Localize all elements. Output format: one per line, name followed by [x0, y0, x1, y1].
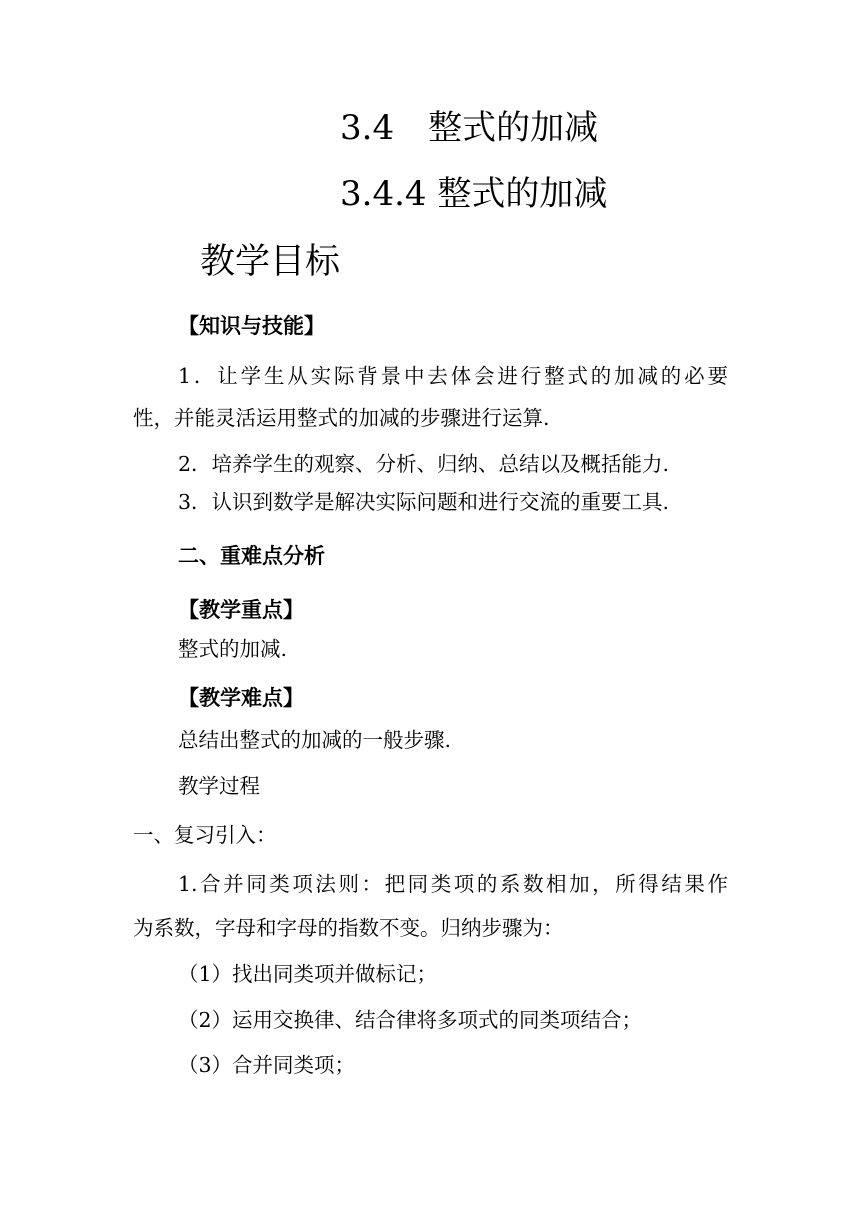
- section-title: 3.4 整式的加减: [340, 108, 599, 148]
- review-step-1: （1）找出同类项并做标记；: [178, 962, 438, 986]
- knowledge-item-1-line-1: 1．让学生从实际背景中去体会进行整式的加减的必要: [178, 364, 728, 388]
- goals-heading: 教学目标: [200, 242, 341, 282]
- knowledge-item-2: 2．培养学生的观察、分析、归纳、总结以及概括能力.: [178, 452, 670, 476]
- review-step-2: （2）运用交换律、结合律将多项式的同类项结合；: [178, 1008, 643, 1032]
- review-item-1-line-1: 1.合并同类项法则：把同类项的系数相加，所得结果作: [178, 872, 728, 896]
- difficulty-heading: 二、重难点分析: [178, 544, 325, 568]
- difficult-text: 总结出整式的加减的一般步骤.: [178, 728, 452, 752]
- focus-text: 整式的加减.: [178, 637, 288, 661]
- process-heading: 教学过程: [178, 774, 260, 798]
- difficult-heading: 【教学难点】: [178, 686, 304, 710]
- review-step-3: （3）合并同类项；: [178, 1053, 356, 1077]
- knowledge-heading: 【知识与技能】: [178, 314, 325, 338]
- subsection-title: 3.4.4 整式的加减: [340, 174, 608, 214]
- review-item-1-line-2: 为系数，字母和字母的指数不变。归纳步骤为：: [133, 916, 564, 940]
- knowledge-item-3: 3．认识到数学是解决实际问题和进行交流的重要工具.: [178, 490, 670, 514]
- knowledge-item-1-line-2: 性，并能灵活运用整式的加减的步骤进行运算.: [133, 406, 550, 430]
- review-heading: 一、复习引入：: [133, 823, 277, 847]
- focus-heading: 【教学重点】: [178, 598, 304, 622]
